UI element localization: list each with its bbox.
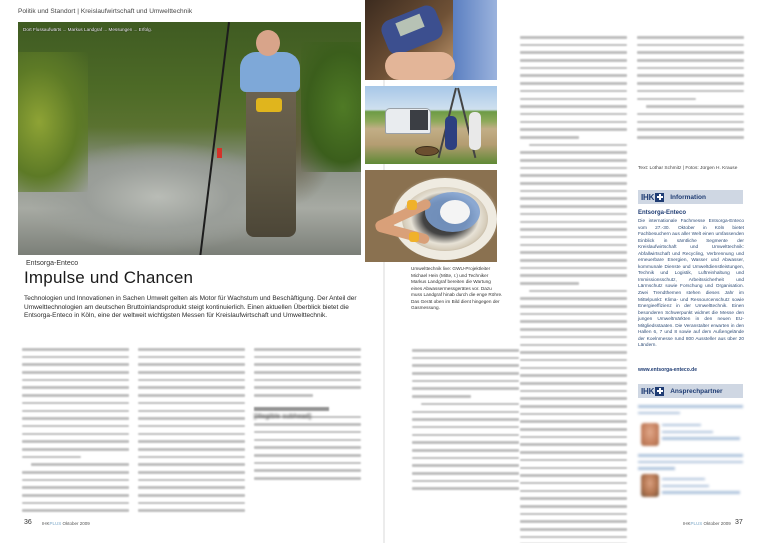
kicker: Entsorga-Enteco [26,260,79,267]
body-column-4 [520,36,627,543]
hero-photo-river [18,22,361,255]
contact-details-1 [662,424,740,444]
credit-line: Text: Lothar Schmitz | Fotos: Jürgen H. Krause [638,166,738,171]
info-box-title: Entsorga-Enteco [638,210,687,216]
info-box-label: Information [670,193,706,201]
section-header: Politik und Standort | Kreislaufwirtschaft und Umwelttechnik [18,8,193,15]
folio-magazine-left [42,521,90,526]
magazine-name: IHK [683,521,691,526]
contact-box-label: Ansprechpartner [670,387,723,395]
photo-gas-meter [365,0,497,80]
ihk-logo: IHK [641,386,655,396]
pole-marker [217,148,222,158]
magazine-plus: PLUS [690,521,703,526]
manhole [415,146,439,156]
photo-manhole-shaft [365,170,497,262]
hero-caption: Dort Flussaufwärts ... Markus Landgraf ... Messungen ... Erfolg. [23,27,152,32]
lead-paragraph: Technologien und Innovationen in Sachen Umwelt gelten als Motor für Wachstum und Beschäftigung. Der Anteil der Umwelttechnologien am deutschen Bruttoinlandsprodukt steigt kontinuierlich. Einen aktuellen Überblick bietet die Entsorga-Enteco in Köln, eine der weltweit wichtigsten Messen für Kreislaufwirtschaft und Umwelttechnik. [24,295,357,319]
page-number-right: 37 [735,519,743,526]
person-bag [256,98,282,112]
issue-date: Oktober 2009 [703,521,731,526]
contact-avatar-1 [641,423,659,446]
person-head [256,30,280,56]
contact-details-2 [662,478,740,498]
body-column-1 [22,348,129,517]
technician [445,116,457,150]
contact-box-header [638,384,743,398]
magazine-plus: PLUS [49,521,62,526]
measuring-pole [199,22,230,255]
worker-glove [409,232,419,242]
magazine-name: IHK [42,521,50,526]
column-3-subhead: [illegible subhead] [254,413,312,420]
ihk-cross-icon [655,193,664,202]
worker-helmet [440,200,470,224]
hand [385,52,455,80]
project-leader [469,112,481,150]
person-shirt [240,52,300,92]
info-box-link[interactable]: www.entsorga-enteco.de [638,367,697,373]
contact-intro-2 [638,454,743,474]
contact-intro-1 [638,405,743,418]
body-column-5 [637,36,744,144]
info-box-header [638,190,743,204]
van-door [410,110,428,130]
ihk-cross-icon [655,387,664,396]
folio-magazine-right [683,521,731,526]
info-box-body: Die internationale Fachmesse Entsorga-Enteco vom 27.-30. Oktober in Köln bietet Fachbesuchern aus aller Welt einen umfassenden Einblick in sämtliche Segmente der Kreislaufwirtschaft und Umwelttechnik: Abfallwirtschaft und Recycling, Verbrennung und erneuerbare Energien, Wasser und Abwasser, kommunale Dienste und Umweltdienstleistungen, Technik und Logistik, Luftreinhaltung und Immissionsschutz, Arbeitssicherheit und Lärmschutz sowie Forschung und Organisation. Zwei Trendthemen stehen dieses Jahr im Mittelpunkt: Klima- und Ressourcenschutz sowie Energieeffizienz in der Umwelttechnik. Einen besonderen Schwerpunkt widmet die Messe den jungen Umweltmärkten in den neuen EU-Mitgliedsstaaten. Die Veranstalter erwarten in den Hallen 6, 7 und 8 sowie auf dem Außengelände der Koelnmesse rund 800 Aussteller aus über 20 Ländern. [638,219,744,349]
sleeve [453,0,497,80]
body-column-6 [412,349,519,495]
foliage-right [301,42,361,172]
photo-van-tripod [365,86,497,164]
issue-date: Oktober 2009 [62,521,90,526]
contact-avatar-2 [641,474,659,497]
photo-caption: Umwelttechnik live: GWU-Projektleiter Michael Hein (Mitte, r.) und Techniker Markus Landgraf bereiten die Wartung eines Abwassermessgerätes vor. Dazu muss Landgraf hinab durch die enge Röhre. Das Gerät oben im Bild dient hingegen der Gasmessung. [411,266,503,310]
worker-glove [407,200,417,210]
body-column-2 [138,348,245,517]
page-number-left: 36 [24,519,32,526]
headline: Impulse und Chancen [24,268,194,287]
ihk-logo: IHK [641,192,655,202]
foliage-left [18,52,88,192]
